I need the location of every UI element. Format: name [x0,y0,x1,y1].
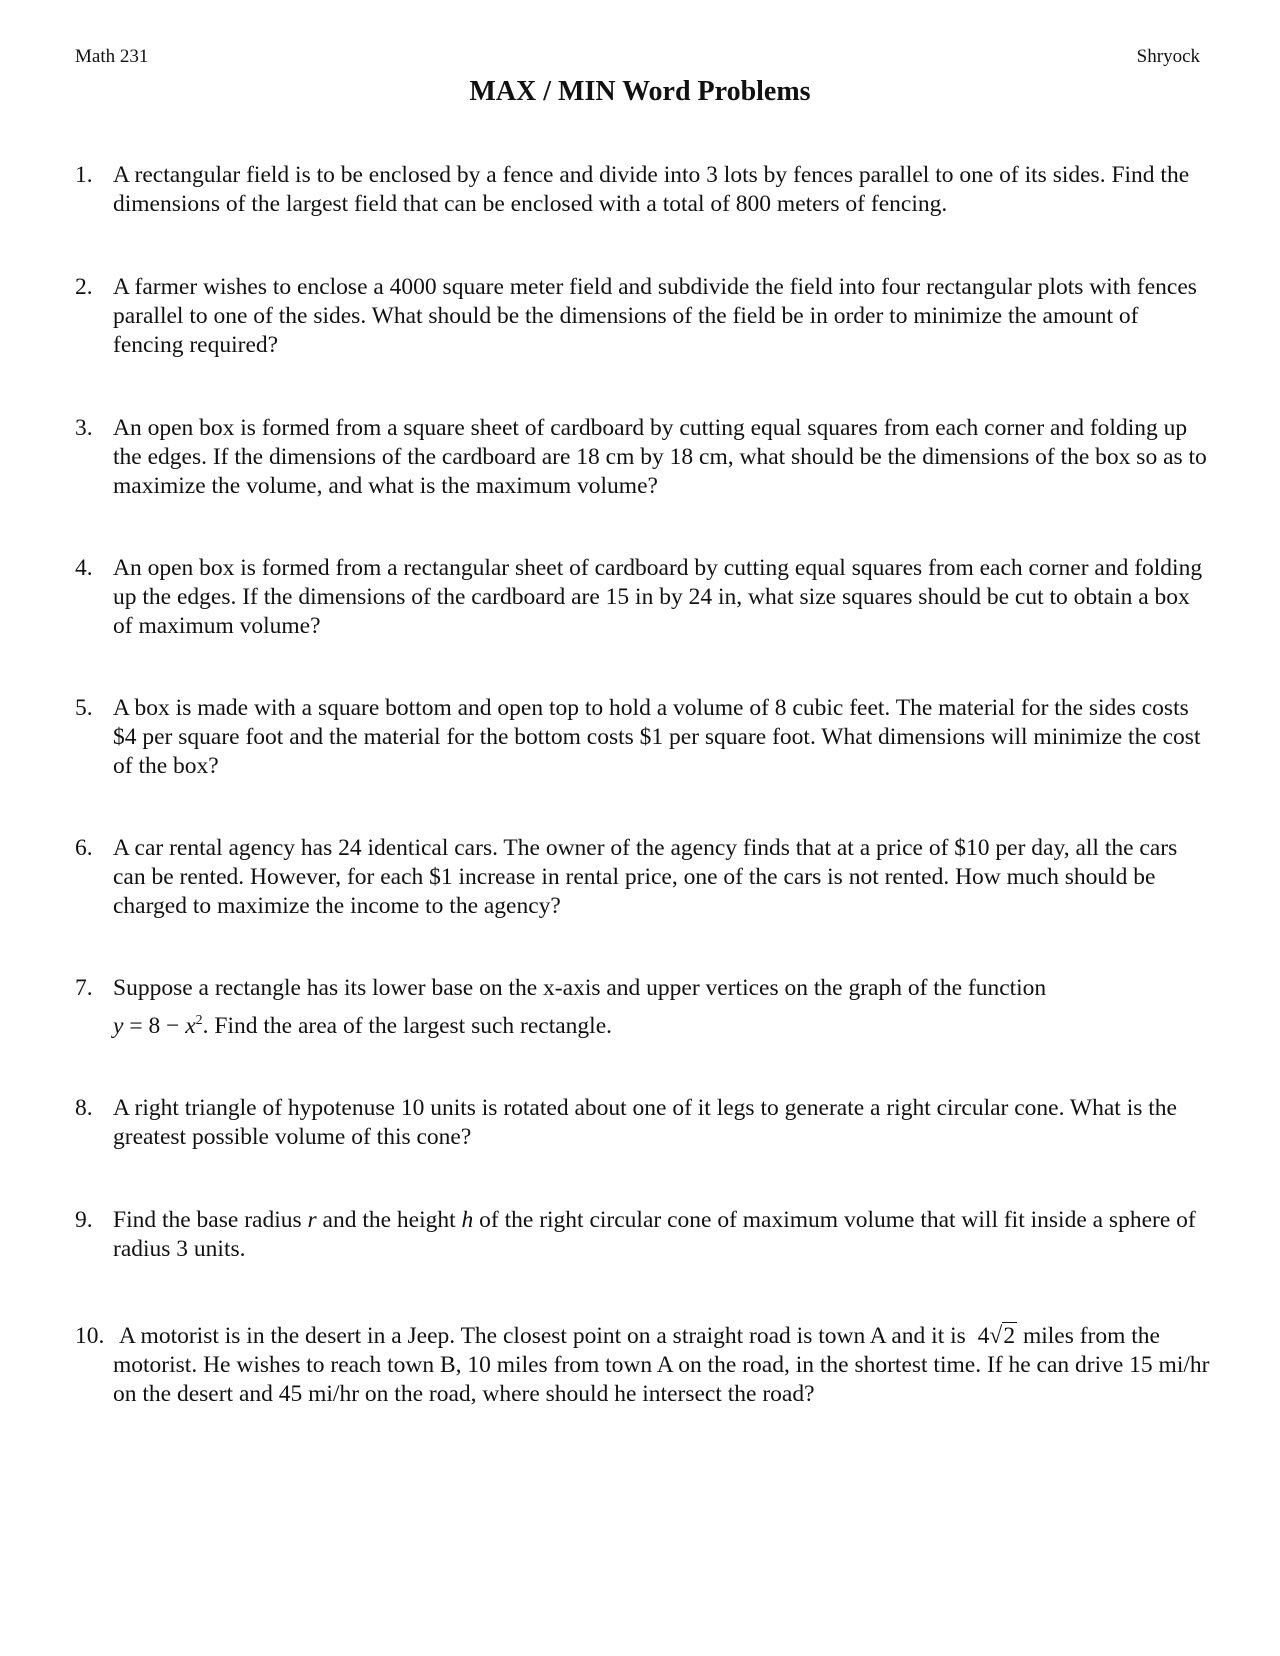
problem-text-intro: A motorist is in the desert in a Jeep. The closest point on a straight road is town A and it is [119,1323,972,1349]
problem-text-intro: Suppose a rectangle has its lower base on the x-axis and upper vertices on the graph of the function [113,975,1047,1001]
page-title: MAX / MIN Word Problems [469,76,811,107]
problem-6 [75,834,1210,921]
problem-3 [75,414,1210,501]
header-author: Shryock [1136,46,1200,67]
problem-number: 8. [75,1095,93,1121]
problem-text: A right triangle of hypotenuse 10 units is rotated about one of it legs to generate a right circular cone. What is the greatest possible volume of this cone? [113,1095,1177,1150]
problem-7 [75,974,1210,1041]
problem-1 [75,161,1210,219]
problem-text: A box is made with a square bottom and open top to hold a volume of 8 cubic feet. The material for the sides costs $4 per square foot and the material for the bottom costs $1 per square foot. What dimensions will minimize the cost of the box? [113,695,1201,779]
math-exponent: 2 [195,1013,203,1028]
header-course: Math 231 [75,46,149,67]
problem-text: An open box is formed from a rectangular sheet of cardboard by cutting equal squares from each corner and folding up the edges. If the dimensions of the cardboard are 15 in by 24 in, what size squares should be cut to obtain a box of maximum volume? [113,555,1203,639]
problem-text [113,1322,1210,1409]
problem-10 [75,1322,1210,1409]
problem-text-b: and the height [316,1207,462,1233]
problem-number: 2. [75,274,93,300]
variable-r: r [307,1207,317,1233]
math-y: y [113,1013,124,1039]
problem-text: An open box is formed from a square sheet of cardboard by cutting equal squares from each corner and folding up the edges. If the dimensions of the cardboard are 18 cm by 18 cm, what should be the dimensions of the box so as to maximize the volume, and what is the maximum volume? [113,415,1207,499]
radicand: 2 [1003,1323,1016,1349]
problem-text-question: . Find the area of the largest such rectangle. [202,1013,612,1039]
radical-sign: √ [989,1323,1003,1349]
problem-number: 4. [75,555,93,581]
radical-coefficient: 4 [977,1323,990,1349]
problem-number: 5. [75,695,93,721]
problem-number: 1. [75,162,93,188]
problem-number: 3. [75,415,93,441]
problem-text: A rectangular field is to be enclosed by a fence and divide into 3 lots by fences parallel to one of its sides. Find the dimensions of the largest field that can be enclosed with a total of 800 meters of fencing. [113,162,1190,217]
problem-9 [75,1206,1210,1264]
variable-h: h [461,1207,474,1233]
function-equation [113,1006,203,1041]
math-x: x [185,1013,196,1039]
problem-5 [75,694,1210,781]
math-equals: = 8 − [123,1013,186,1039]
problem-number: 10. [75,1323,105,1349]
problem-text: A car rental agency has 24 identical cars. The owner of the agency finds that at a price of $10 per day, all the cars can be rented. However, for each $1 increase in rental price, one of the cars is not rented. How much should be charged to maximize the income to the agency? [113,835,1178,919]
problem-text [113,974,1210,1041]
problem-text-rest: miles from the motorist. He wishes to reach town B, 10 miles from town A on the road, in the shortest time. If he can drive 15 mi/hr on the desert and 45 mi/hr on the road, where should he intersect the road? [113,1323,1210,1407]
problem-number: 9. [75,1207,93,1233]
problem-text [113,1206,1210,1264]
problem-text-c: of the right circular cone of maximum volume that will fit inside a sphere of radius 3 units. [113,1207,1196,1262]
radical-expression [972,1322,1017,1351]
problem-2 [75,273,1210,360]
problem-4 [75,554,1210,641]
problem-text-a: Find the base radius [113,1207,308,1233]
problem-text: A farmer wishes to enclose a 4000 square meter field and subdivide the field into four rectangular plots with fences parallel to one of the sides. What should be the dimensions of the field be in order to minimize the amount of fencing required? [113,274,1197,358]
problem-8 [75,1094,1210,1152]
problem-number: 7. [75,975,93,1001]
problem-number: 6. [75,835,93,861]
